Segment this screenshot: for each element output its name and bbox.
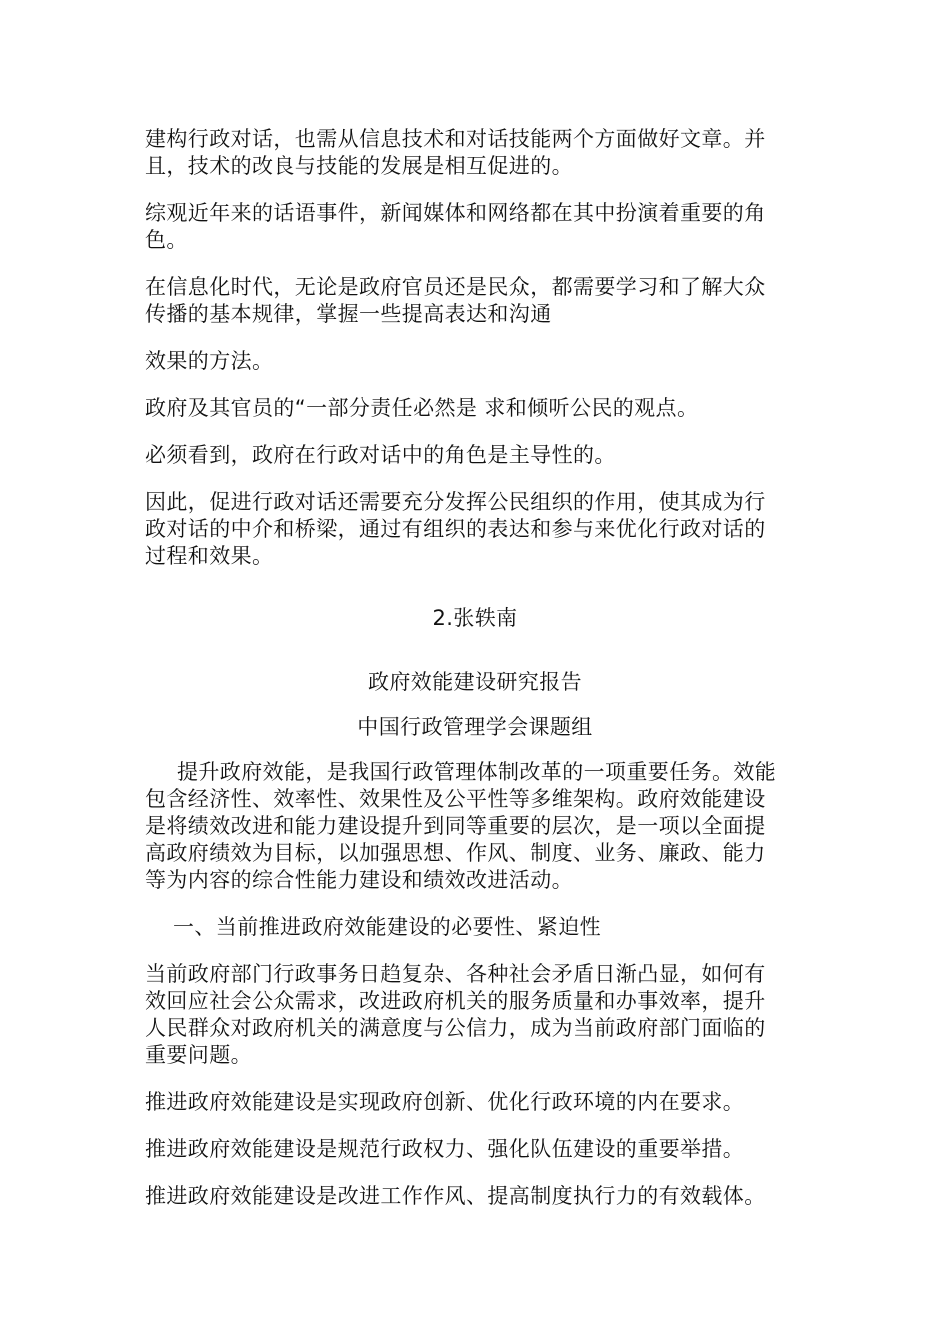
report-organization: 中国行政管理学会课题组 [357,715,593,739]
text-line: 色。 [145,228,188,252]
text-line: 政对话的中介和桥梁，通过有组织的表达和参与来优化行政对话的 [145,517,766,541]
text-line: 效回应社会公众需求，改进政府机关的服务质量和办事效率，提升 [145,989,766,1013]
report-introduction [145,759,805,894]
text-line: 建构行政对话，也需从信息技术和对话技能两个方面做好文章。并 [145,127,766,151]
paragraph-government-responsibility: 政府及其官员的“一部分责任必然是 求和倾听公民的观点。 [145,396,699,420]
text-line: 提升政府效能，是我国行政管理体制改革的一项重要任务。效能 [177,760,777,784]
paragraph-government-leading-role: 必须看到，政府在行政对话中的角色是主导性的。 [145,443,616,467]
text-line: 包含经济性、效率性、效果性及公平性等多维架构。政府效能建设 [145,787,766,811]
paragraph-method: 效果的方法。 [145,349,274,373]
text-line: 在信息化时代，无论是政府官员还是民众，都需要学习和了解大众 [145,275,766,299]
text-line: 综观近年来的话语事件，新闻媒体和网络都在其中扮演着重要的角 [145,201,766,225]
text-line: 因此，促进行政对话还需要充分发挥公民组织的作用，使其成为行 [145,490,766,514]
text-line: 当前政府部门行政事务日趋复杂、各种社会矛盾日渐凸显，如何有 [145,962,766,986]
text-line: 等为内容的综合性能力建设和绩效改进活动。 [145,868,573,892]
text-line: 人民群众对政府机关的满意度与公信力，成为当前政府部门面临的 [145,1016,766,1040]
document-content [145,126,805,1230]
text-line: 过程和效果。 [145,544,274,568]
paragraph-innovation-requirement: 推进政府效能建设是实现政府创新、优化行政环境的内在要求。 [145,1090,745,1114]
paragraph-work-style: 推进政府效能建设是改进工作作风、提高制度执行力的有效载体。 [145,1184,766,1208]
paragraph-power-regulation: 推进政府效能建设是规范行政权力、强化队伍建设的重要举措。 [145,1137,745,1161]
section-heading-necessity: 一、当前推进政府效能建设的必要性、紧迫性 [173,915,601,939]
text-line: 传播的基本规律，掌握一些提高表达和沟通 [145,302,552,326]
text-line: 重要问题。 [145,1043,252,1067]
paragraph-dialogue-tech [145,126,805,180]
text-line: 是将绩效改进和能力建设提升到同等重要的层次，是一项以全面提 [145,814,766,838]
paragraph-media-role [145,200,805,254]
section-number-author: 2.张轶南 [432,606,518,630]
report-title: 政府效能建设研究报告 [368,670,582,694]
paragraph-current-problems [145,961,805,1069]
paragraph-civil-organizations [145,489,805,570]
paragraph-information-age [145,274,805,328]
text-line: 高政府绩效为目标，以加强思想、作风、制度、业务、廉政、能力 [145,841,766,865]
text-line: 且，技术的改良与技能的发展是相互促进的。 [145,154,573,178]
